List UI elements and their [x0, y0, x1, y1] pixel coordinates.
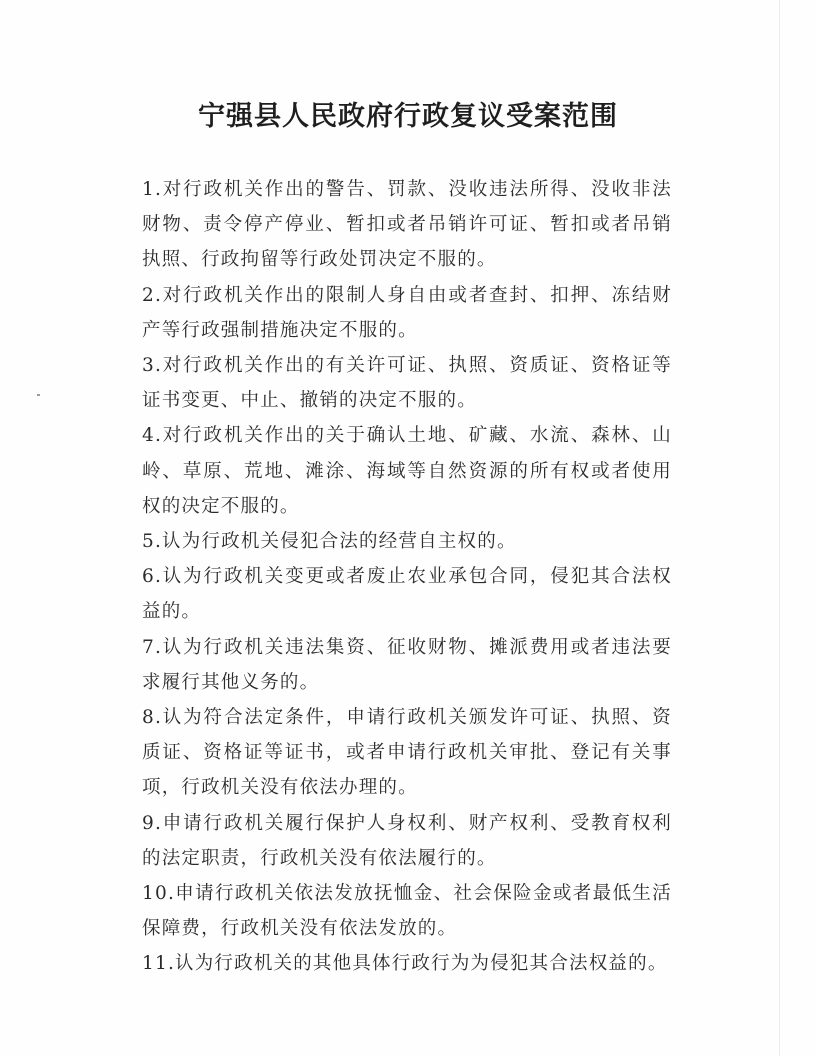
- scan-speck: [37, 394, 40, 396]
- scope-item-9: 9.申请行政机关履行保护人身权利、财产权利、受教育权利的法定职责，行政机关没有依法履行的。: [142, 812, 672, 869]
- scope-item-7: 7.认为行政机关违法集资、征收财物、摊派费用或者违法要求履行其他义务的。: [142, 636, 672, 693]
- scope-item-6: 6.认为行政机关变更或者废止农业承包合同，侵犯其合法权益的。: [142, 566, 672, 623]
- scope-item-4: 4.对行政机关作出的关于确认土地、矿藏、水流、森林、山岭、草原、荒地、滩涂、海域等自然资源的所有权或者使用权的决定不服的。: [142, 425, 672, 517]
- scope-item-10: 10.申请行政机关依法发放抚恤金、社会保险金或者最低生活保障费，行政机关没有依法发放的。: [142, 883, 672, 940]
- scope-item-1: 1.对行政机关作出的警告、罚款、没收违法所得、没收非法财物、责令停产停业、暂扣或者吊销许可证、暂扣或者吊销执照、行政拘留等行政处罚决定不服的。: [142, 179, 672, 271]
- document-title: 宁强县人民政府行政复议受案范围: [198, 101, 618, 132]
- scope-item-2: 2.对行政机关作出的限制人身自由或者查封、扣押、冻结财产等行政强制措施决定不服的。: [142, 284, 672, 341]
- scan-edge-line: [779, 0, 780, 1056]
- scope-item-8: 8.认为符合法定条件，申请行政机关颁发许可证、执照、资质证、资格证等证书，或者申请行政机关审批、登记有关事项，行政机关没有依法办理的。: [142, 707, 672, 799]
- scope-list: [142, 172, 672, 982]
- scope-item-5: 5.认为行政机关侵犯合法的经营自主权的。: [142, 531, 517, 553]
- scope-item-3: 3.对行政机关作出的有关许可证、执照、资质证、资格证等证书变更、中止、撤销的决定不服的。: [142, 355, 672, 412]
- scope-item-11: 11.认为行政机关的其他具体行政行为为侵犯其合法权益的。: [142, 953, 668, 975]
